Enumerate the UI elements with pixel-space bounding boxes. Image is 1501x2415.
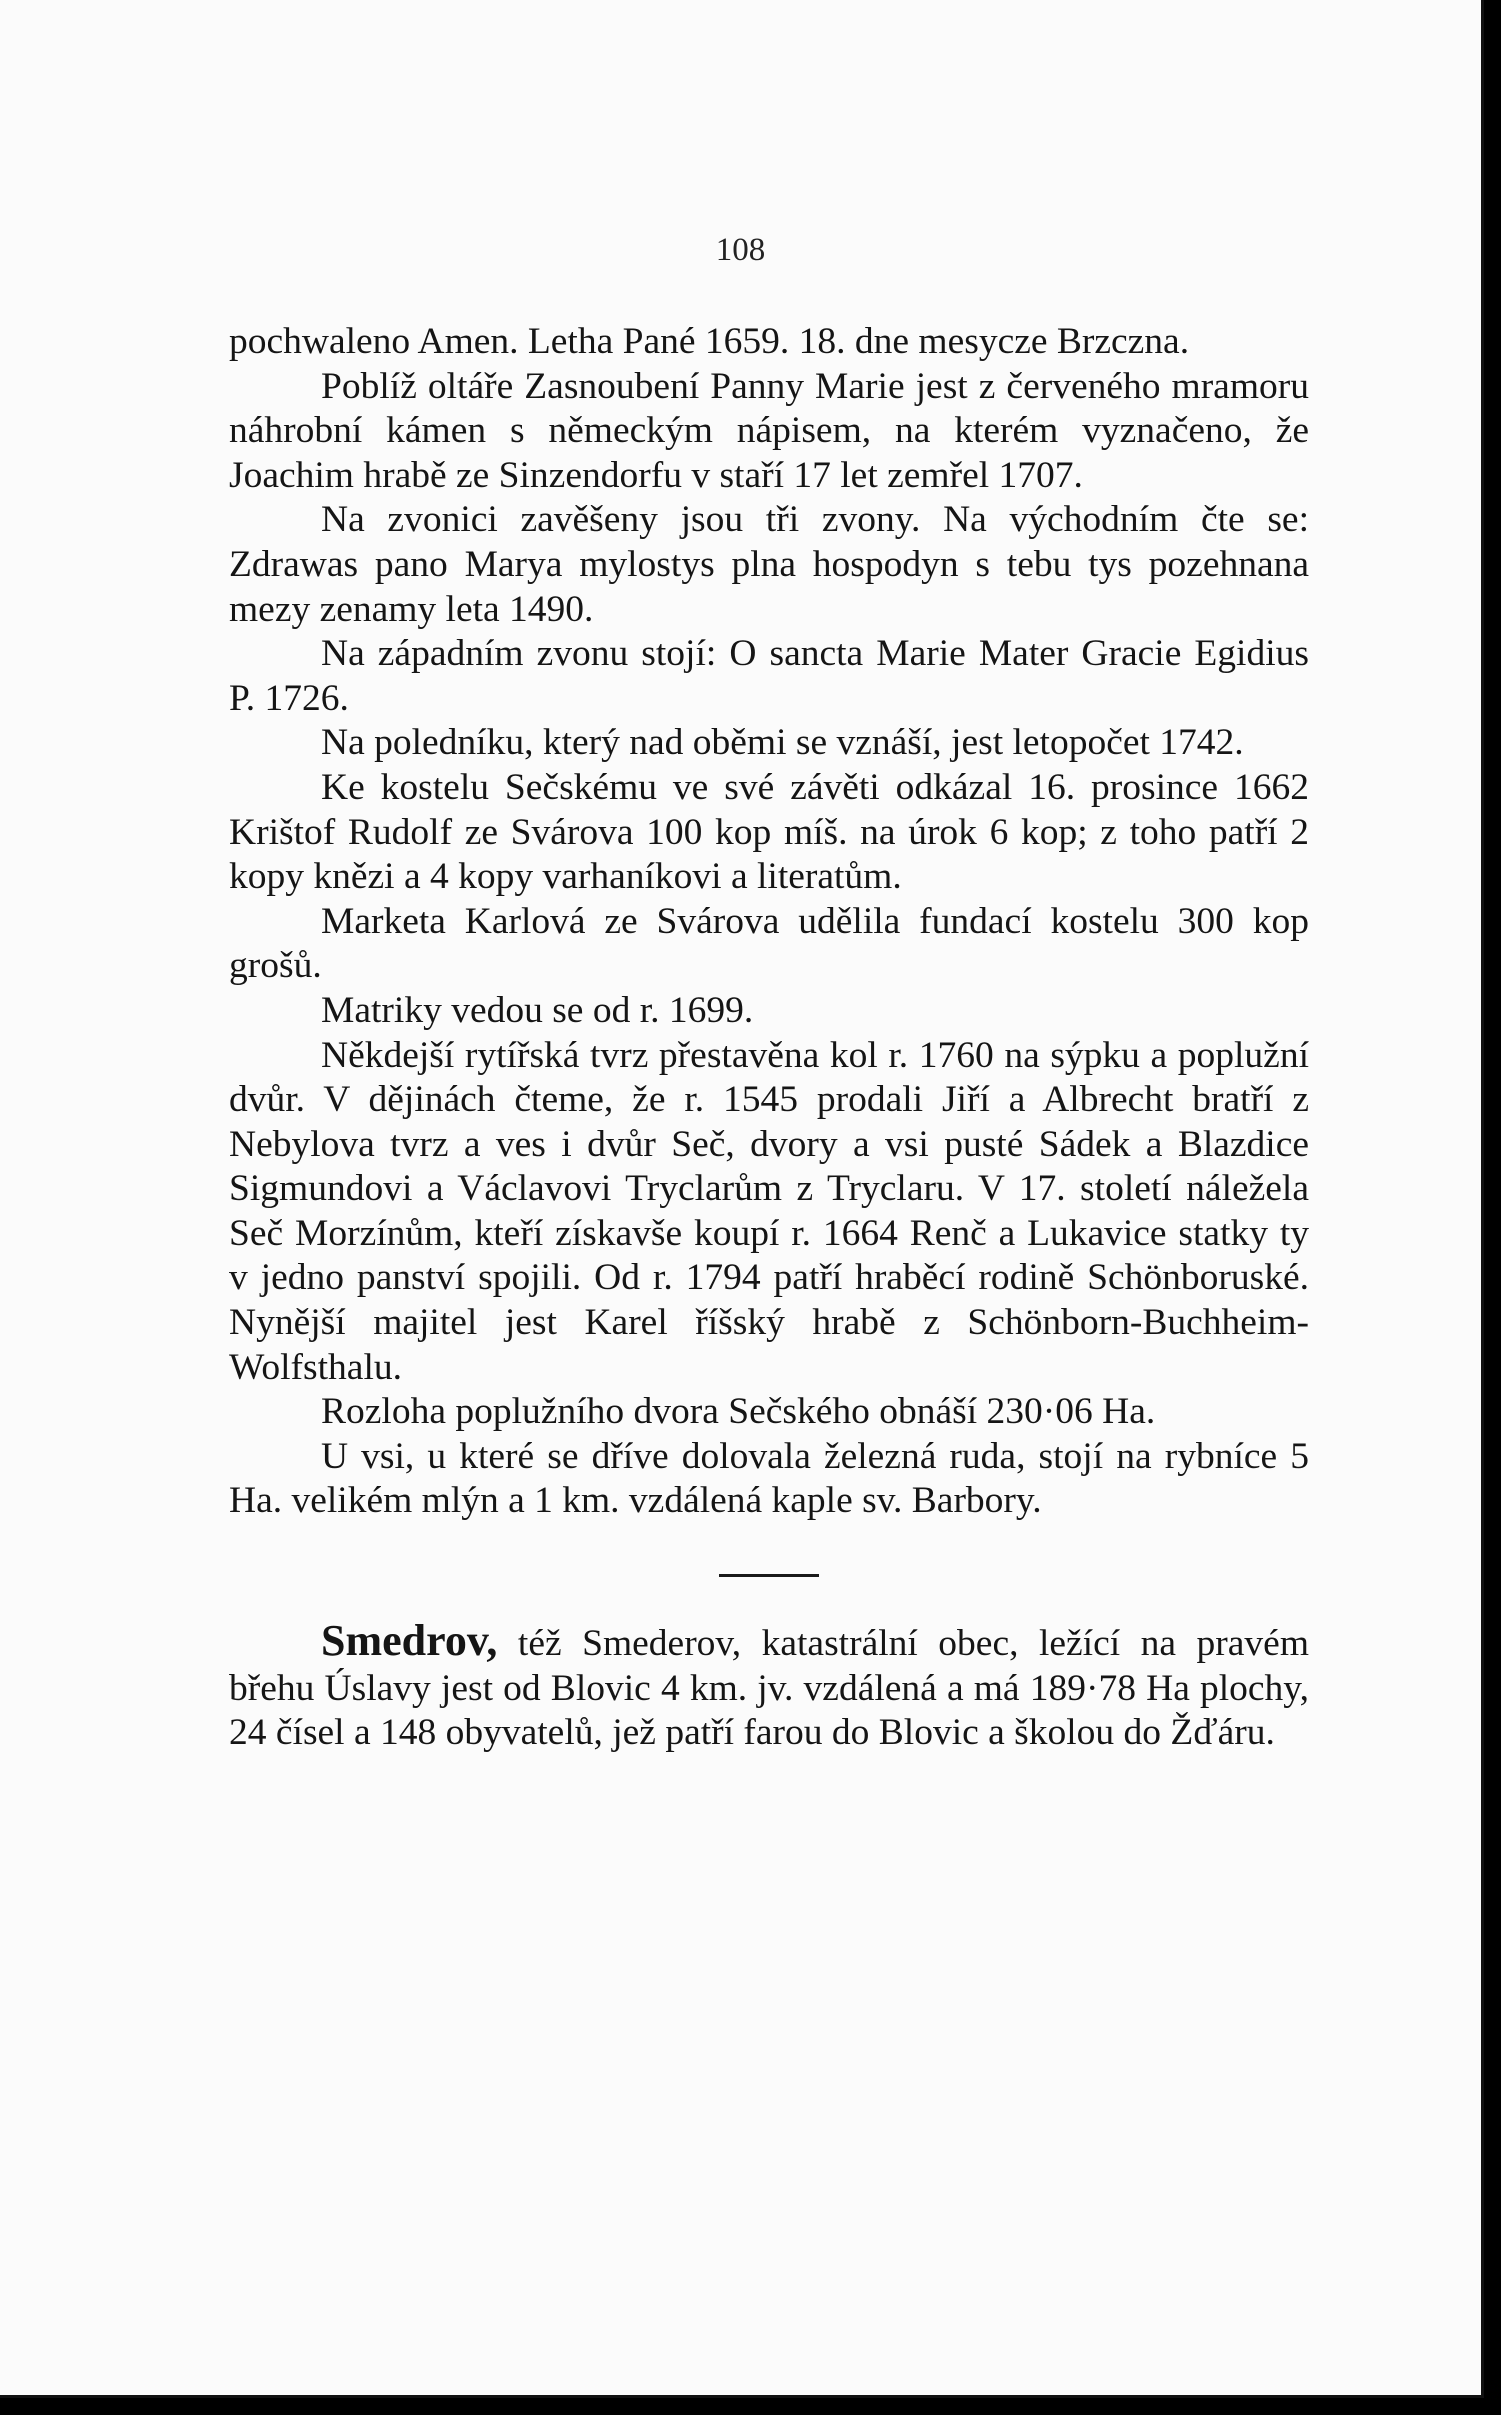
paragraph: Na západním zvonu stojí: O sancta Marie Mater Gracie Egidius P. 1726. <box>229 633 1309 719</box>
paragraph: Matriky vedou se od r. 1699. <box>321 989 754 1031</box>
text-column <box>229 320 1309 1756</box>
paragraph: Ke kostelu Sečskému ve své závěti odkázal 16. prosince 1662 Krištof Rudolf ze Svárova 100 kop míš. na úrok 6 kop; z toho patří 2 kopy knězi a 4 kopy varhaníkovi a literatům. <box>229 766 1309 898</box>
paragraph: U vsi, u které se dříve dolovala železná ruda, stojí na rybníce 5 Ha. velikém mlýn a 1 km. vzdálená kaple sv. Barbory. <box>229 1435 1309 1522</box>
paragraph: Někdejší rytířská tvrz přestavěna kol r. 1760 na sýpku a poplužní dvůr. V dějinách čteme, že r. 1545 prodali Jiří a Albrecht bratří z Nebylova tvrz a ves i dvůr Seč, dvory a vsi pusté Sádek a Blazdice Sigmundovi a Václavovi Tryclarům z Tryclaru. V 17. století náležela Seč Morzínům, kteří získavše koupí r. 1664 Renč a Lukavice statky ty v jedno panství spojili. Od r. 1794 patří hraběcí rodině Schönboruské. Nynější majitel jest Karel říšský hrabě z Schönborn-Buchheim-Wolfsthalu. <box>229 1034 1309 1388</box>
entry-text: též Smederov, katastrální obec, ležící na pravém břehu Úslavy jest od Blovic 4 km. jv. vzdálená a má 189·78 Ha plochy, 24 čísel a 148 obyvatelů, jež patří farou do Blovic a školou do Žďáru. <box>229 1623 1309 1754</box>
section-divider <box>719 1574 819 1577</box>
paragraph: Rozloha poplužního dvora Sečského obnáší 230·06 Ha. <box>321 1391 1156 1433</box>
paragraph: Poblíž oltáře Zasnoubení Panny Marie jest z červeného mramoru náhrobní kámen s německým nápisem, na kterém vyznačeno, že Joachim hrabě ze Sinzendorfu v staří 17 let zemřel 1707. <box>229 365 1309 496</box>
paragraph: Na poledníku, který nad oběmi se vznáší, jest letopočet 1742. <box>321 722 1244 764</box>
paragraph: pochwaleno Amen. Letha Pané 1659. 18. dne mesycze Brzczna. <box>229 321 1190 362</box>
paragraph: Marketa Karlová ze Svárova udělila fundací kostelu 300 kop grošů. <box>229 900 1309 987</box>
entry-headword: Smedrov, <box>321 1616 498 1666</box>
page-number: 108 <box>715 232 766 268</box>
paragraph: Na zvonici zavěšeny jsou tři zvony. Na východním čte se: Zdrawas pano Marya mylostys plna hospodyn s tebu tys pozehnana mezy zenamy leta 1490. <box>229 499 1309 630</box>
entry-paragraph <box>229 1616 1309 1756</box>
